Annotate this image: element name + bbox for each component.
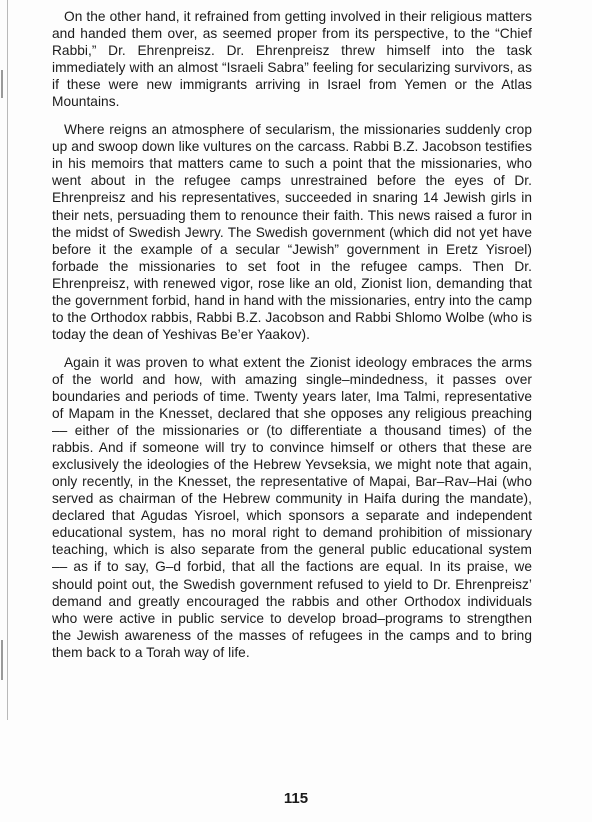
scan-mark — [1, 70, 3, 98]
scan-mark — [1, 640, 3, 680]
paragraph: Where reigns an atmosphere of secularism, the missionaries suddenly crop up and swoop down like vultures on the carcass. Rabbi B.Z. Jacobson testifies in his memoirs that matters came to such a point that the missionaries, who went about in the refugee camps unrestrained before the eyes of Dr. Ehrenpreisz and his representatives, succeeded in snaring 14 Jewish girls in their nets, persuading them to renounce their faith. This news raised a furor in the midst of Swedish Jewry. The Swedish government (which did not yet have before it the example of a secular “Jewish” government in Eretz Yisroel) forbade the missionaries to set foot in the refugee camps. Then Dr. Ehrenpreisz, with renewed vigor, rose like an old, Zionist lion, demanding that the government forbid, hand in hand with the missionaries, entry into the camp to the Orthodox rabbis, Rabbi B.Z. Jacobson and Rabbi Shlomo Wolbe (who is today the dean of Yeshivas Be’er Yaakov). — [52, 122, 532, 342]
page-number: 115 — [283, 790, 309, 807]
paragraph: On the other hand, it refrained from getting involved in their religious matters and handed them over, as seemed proper from its perspective, to the “Chief Rabbi,” Dr. Ehrenpreisz. Dr. Ehrenpreisz threw himself into the task immediately with an almost “Israeli Sabra” feeling for secularizing survivors, as if these were new immigrants arriving in Israel from Yemen or the Atlas Mountains. — [52, 9, 532, 110]
body-text — [52, 8, 532, 672]
paragraph: Again it was proven to what extent the Zionist ideology embraces the arms of the world and how, with amazing single–mindedness, it passes over boundaries and periods of time. Twenty years later, Ima Talmi, representative of Mapam in the Knesset, declared that she opposes any religious preaching –– either of the missionaries or (to differentiate a thousand times) of the rabbis. And if someone will try to convince himself or others that these are exclusively the ideologies of the Hebrew Yevseksia, we might note that again, only recently, in the Knesset, the representative of Mapai, Bar–Rav–Hai (who served as chairman of the Hebrew community in Haifa during the mandate), declared that Agudas Yisroel, which sponsors a separate and independent educational system, has no moral right to demand prohibition of missionary teaching, which is also separate from the general public educational system –– as if to say, G–d forbid, that all the factions are equal. In its praise, we should point out, the Swedish government refused to yield to Dr. Ehrenpreisz’ demand and greatly encouraged the rabbis and other Orthodox individuals who were active in public service to develop broad–programs to strengthen the Jewish awareness of the masses of refugees in the camps and to bring them back to a Torah way of life. — [52, 354, 532, 660]
page-margin-line — [7, 0, 8, 720]
